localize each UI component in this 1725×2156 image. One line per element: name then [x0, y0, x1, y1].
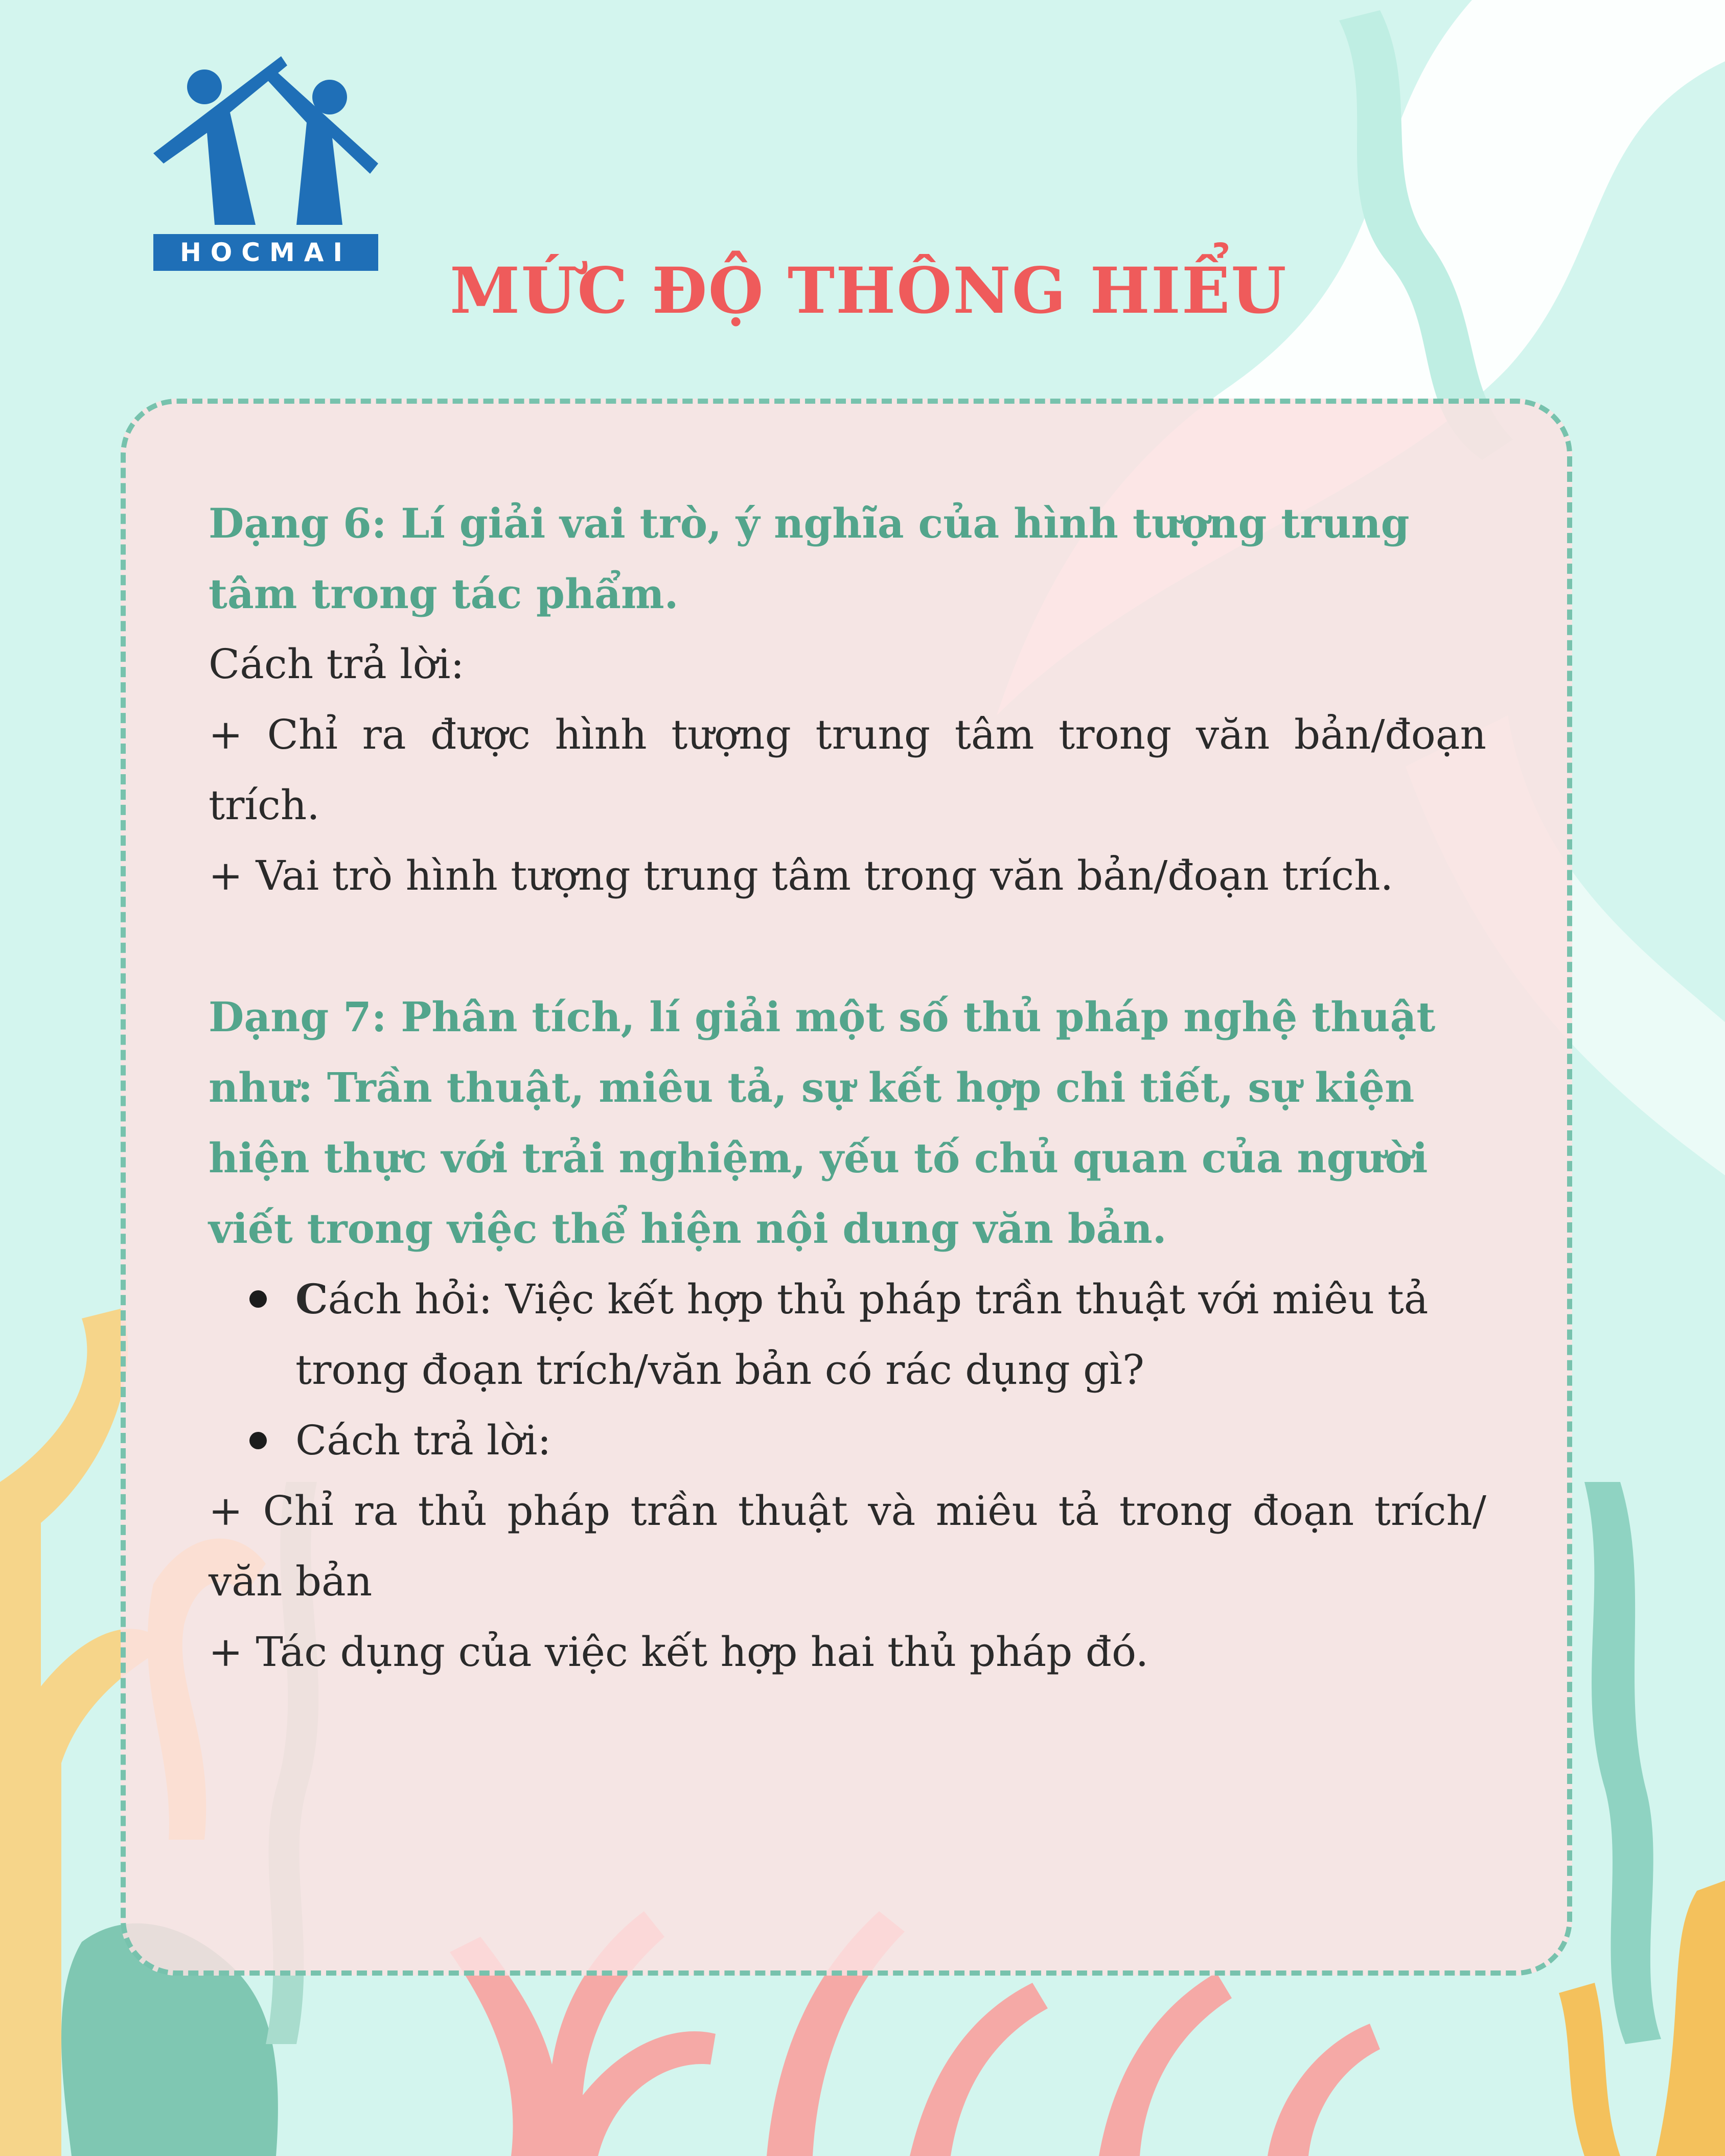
section6-point-2: + Vai trò hình tượng trung tâm trong văn bản/đoạn trích.	[209, 852, 1394, 899]
logo-wordmark: HOCMAI	[153, 234, 378, 271]
bullet-first-letter: C	[295, 1275, 328, 1323]
content-body	[209, 488, 1486, 1687]
section6-answer-label: Cách trả lời:	[209, 640, 465, 688]
bullet-dot-icon	[249, 1432, 267, 1449]
spacer	[209, 911, 1486, 982]
section6-heading: Dạng 6: Lí giải vai trò, ý nghĩa của hình tượng trung tâm trong tác phẩm.	[209, 499, 1410, 618]
section6-point-1: + Chỉ ra được hình tượng trung tâm trong văn bản/đoạn trích.	[209, 711, 1486, 829]
section7-bullet-answer	[209, 1405, 1486, 1476]
section7-bullet-question	[209, 1264, 1486, 1405]
section7-point-1: + Chỉ ra thủ pháp trần thuật và miêu tả trong đoạn trích/ văn bản	[209, 1487, 1486, 1605]
page-title: MỨC ĐỘ THÔNG HIỂU	[450, 254, 1287, 328]
bullet-dot-icon	[249, 1290, 267, 1308]
bullet-text: Cách trả lời:	[295, 1417, 551, 1464]
section7-heading: Dạng 7: Phân tích, lí giải một số thủ pháp nghệ thuật như: Trần thuật, miêu tả, sự kết hợp chi tiết, sự kiện hiện thực với trải nghiệm, yếu tố chủ quan của người viết trong việc thể hiện nội dung văn bản.	[209, 993, 1436, 1253]
section7-point-2: + Tác dụng của việc kết hợp hai thủ pháp đó.	[209, 1628, 1149, 1676]
bullet-text: ách hỏi: Việc kết hợp thủ pháp trần thuật với miêu tả trong đoạn trích/văn bản có rác dụng gì?	[295, 1276, 1429, 1394]
